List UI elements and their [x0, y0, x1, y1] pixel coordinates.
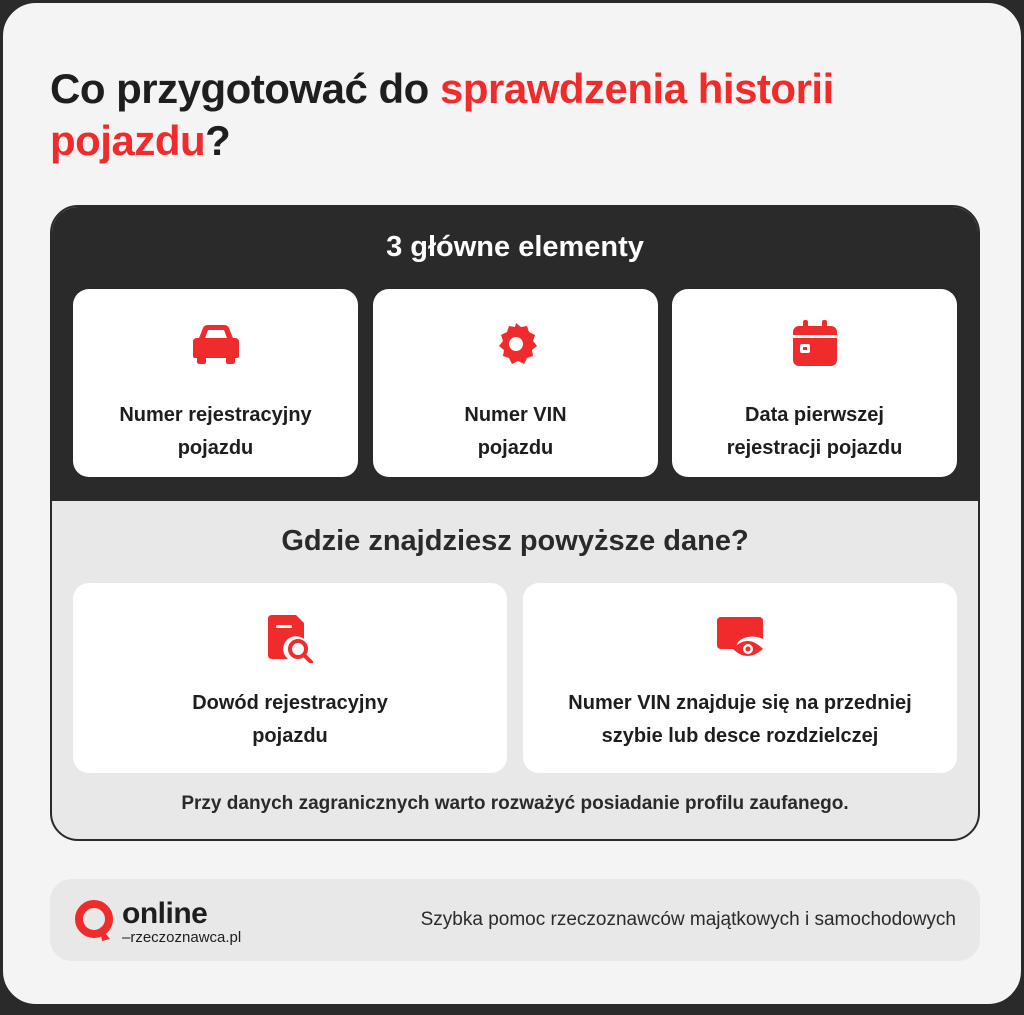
page-title	[50, 63, 850, 167]
main-elements-title: 3 główne elementy	[386, 231, 644, 263]
footer-tagline: Szybka pomoc rzeczoznawców majątkowych i samochodowych	[420, 909, 956, 930]
element-label-line1: Data pierwszej	[745, 404, 884, 426]
element-label-line1: Numer VIN	[464, 404, 567, 426]
where-to-find-title: Gdzie znajdziesz powyższe dane?	[281, 525, 749, 557]
element-label-line2: pojazdu	[177, 437, 254, 459]
element-label-line2: pojazdu	[477, 437, 554, 459]
element-label-line1: Numer rejestracyjny	[119, 404, 312, 426]
source-card-vin-location	[523, 583, 957, 773]
element-card-first-registration	[672, 289, 957, 477]
logo-sub-text: –rzeczoznawca.pl	[122, 929, 242, 946]
main-elements-section	[52, 207, 978, 501]
title-highlight: sprawdzenia historii pojazdu	[50, 65, 834, 164]
source-label-line2: szybie lub desce rozdzielczej	[601, 725, 879, 747]
source-label-line1: Numer VIN znajduje się na przedniej	[568, 692, 912, 714]
info-panel	[50, 205, 980, 841]
element-label	[464, 399, 566, 465]
gear-icon	[493, 319, 539, 369]
logo-q-icon	[74, 899, 116, 945]
element-card-vin	[373, 289, 658, 477]
document-search-icon	[266, 613, 314, 663]
element-label	[727, 399, 903, 465]
logo	[74, 897, 294, 947]
source-label	[192, 687, 388, 753]
title-part1: Co przygotować do	[50, 65, 440, 112]
calendar-icon	[791, 319, 839, 369]
screen-eye-icon	[715, 613, 765, 663]
source-label	[568, 687, 911, 753]
source-label-line1: Dowód rejestracyjny	[192, 692, 388, 714]
element-card-registration	[73, 289, 358, 477]
element-label-line2: rejestracji pojazdu	[726, 437, 903, 459]
logo-main-text: online	[122, 897, 208, 930]
footer	[50, 879, 980, 961]
source-label-line2: pojazdu	[252, 725, 328, 747]
source-card-registration-document	[73, 583, 507, 773]
element-label	[119, 399, 311, 465]
title-part2: ?	[205, 117, 231, 164]
trusted-profile-note: Przy danych zagranicznych warto rozważyć posiadanie profilu zaufanego.	[181, 793, 849, 814]
car-icon	[191, 319, 241, 369]
